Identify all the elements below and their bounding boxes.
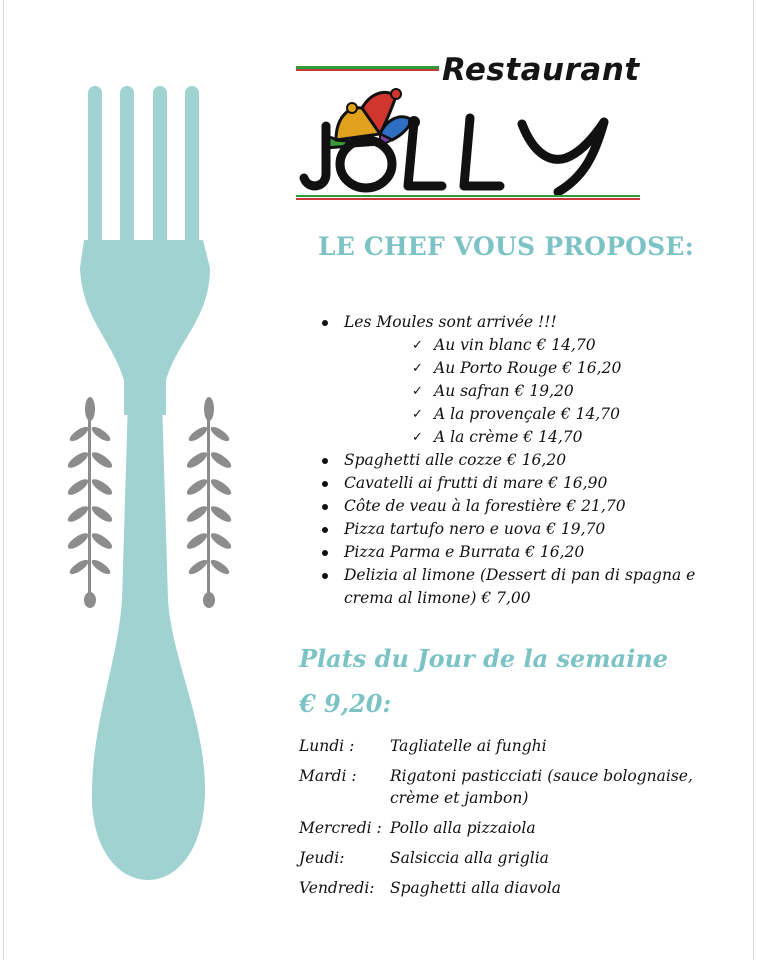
logo-stripe-bottom [296,195,640,197]
menu-item-label: Cavatelli ai frutti di mare € 16,90 [344,474,608,492]
menu-item-moules [320,311,730,449]
moules-variant [410,380,730,403]
chef-menu-list [320,311,730,610]
fork-illustration [0,0,290,960]
menu-item [320,518,730,541]
checkmark-icon: ✓ [412,338,423,353]
menu-item-label: Les Moules sont arrivée !!! [344,313,557,331]
day-name: Mercredi : [299,819,382,837]
day-name: Vendredi: [299,879,375,897]
day-name: Lundi : [299,737,355,755]
plats-du-jour-title: Plats du Jour de la semaine [299,644,669,673]
day-row [299,817,719,839]
moules-variant-label: Au vin blanc € 14,70 [434,336,596,354]
moules-variants-list [344,334,730,449]
checkmark-icon: ✓ [412,430,423,445]
checkmark-icon: ✓ [412,361,423,376]
moules-variant-label: A la crème € 14,70 [434,428,583,446]
bullet-icon [322,527,328,533]
day-row [299,847,719,869]
plats-du-jour-price: € 9,20: [299,689,392,718]
logo-restaurant-label: Restaurant [442,52,640,88]
day-name: Mardi : [299,767,357,785]
day-dish: Spaghetti alla diavola [390,879,561,897]
bullet-icon [322,458,328,464]
day-dish: Tagliatelle ai funghi [390,737,547,755]
moules-variant [410,357,730,380]
menu-item-label: Pizza tartufo nero e uova € 19,70 [344,520,606,538]
checkmark-icon: ✓ [412,407,423,422]
menu-item-label: Spaghetti alle cozze € 16,20 [344,451,567,469]
bullet-icon [322,320,328,326]
checkmark-icon: ✓ [412,384,423,399]
day-dish: Pollo alla pizzaiola [390,819,536,837]
moules-variant [410,426,730,449]
logo-stripe-top [296,66,439,69]
moules-variant-label: Au Porto Rouge € 16,20 [434,359,622,377]
right-leaf-sprig-icon [185,397,234,608]
menu-item-label: Delizia al limone (Dessert di pan di spagna e crema al limone) € 7,00 [344,566,696,607]
bullet-icon [322,504,328,510]
weekly-dishes [299,735,719,907]
day-row [299,735,719,757]
moules-variant [410,334,730,357]
menu-item [320,472,730,495]
bullet-icon [322,481,328,487]
menu-item [320,541,730,564]
day-dish: Salsiccia alla griglia [390,849,549,867]
moules-variant [410,403,730,426]
menu-item [320,564,730,610]
day-row [299,765,719,809]
moules-variant-label: A la provençale € 14,70 [434,405,620,423]
logo-jolly-wordmark [296,78,640,196]
bullet-icon [322,573,328,579]
bullet-icon [322,550,328,556]
menu-item [320,449,730,472]
restaurant-logo [296,52,640,208]
page-border-right [753,0,754,960]
menu-item [320,495,730,518]
day-dish: Rigatoni pasticciati (sauce bolognaise, crème et jambon) [390,767,693,807]
moules-variant-label: Au safran € 19,20 [434,382,574,400]
chef-proposal-title: LE CHEF VOUS PROPOSE: [317,232,695,261]
menu-item-label: Côte de veau à la forestière € 21,70 [344,497,626,515]
day-row [299,877,719,899]
left-leaf-sprig-icon [66,397,115,608]
day-name: Jeudi: [299,849,345,867]
menu-item-label: Pizza Parma e Burrata € 16,20 [344,543,585,561]
